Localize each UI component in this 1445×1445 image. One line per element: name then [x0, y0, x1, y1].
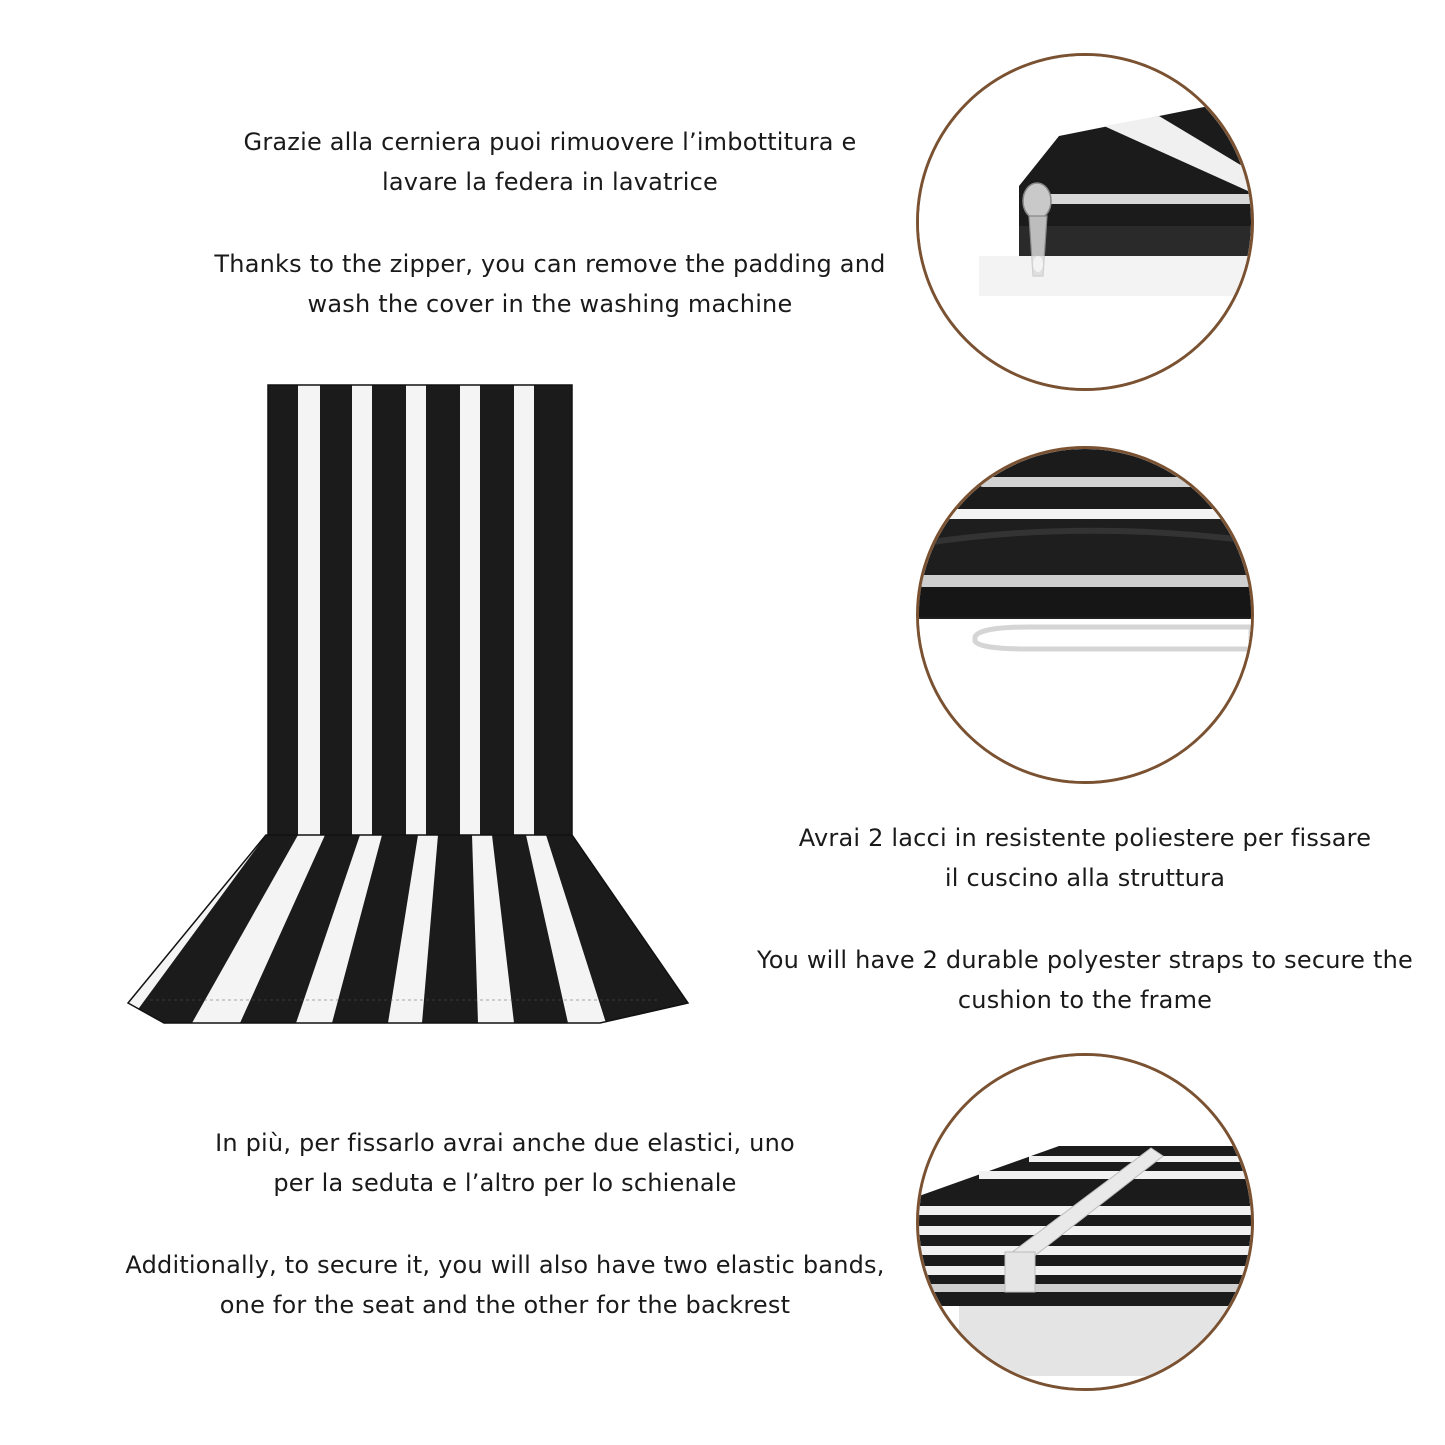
zipper-description [200, 122, 900, 324]
straps-text-en-line1: You will have 2 durable polyester straps to secure the [757, 946, 1413, 974]
zipper-tape [1023, 194, 1251, 204]
straps-description [745, 818, 1425, 1020]
zipper-text-it-line2: lavare la federa in lavatrice [382, 168, 718, 196]
striped-lounger-cushion-image [120, 375, 700, 1035]
straps-text-it-line1: Avrai 2 lacci in resistente poliestere per fissare [798, 824, 1372, 852]
elastic-text-it-line2: per la seduta e l’altro per lo schienale [273, 1169, 737, 1197]
straps-closeup-image [916, 446, 1254, 784]
zipper-text-it-line1: Grazie alla cerniera puoi rimuovere l’imbottitura e [243, 128, 857, 156]
elastic-text-en-line1: Additionally, to secure it, you will also have two elastic bands, [125, 1251, 885, 1279]
zipper-closeup-image [916, 53, 1254, 391]
zipper-slider [1023, 183, 1051, 219]
elastic-band-closeup-image [916, 1053, 1254, 1391]
straps-text-it-line2: il cuscino alla struttura [944, 864, 1226, 892]
zipper-text-en-line1: Thanks to the zipper, you can remove the padding and [214, 250, 886, 278]
zipper-text-en-line2: wash the cover in the washing machine [307, 290, 793, 318]
elastic-description [110, 1123, 900, 1325]
straps-text-en-line2: cushion to the frame [957, 986, 1213, 1014]
elastic-text-it-line1: In più, per fissarlo avrai anche due elastici, uno [215, 1129, 795, 1157]
elastic-text-en-line2: one for the seat and the other for the backrest [219, 1291, 791, 1319]
